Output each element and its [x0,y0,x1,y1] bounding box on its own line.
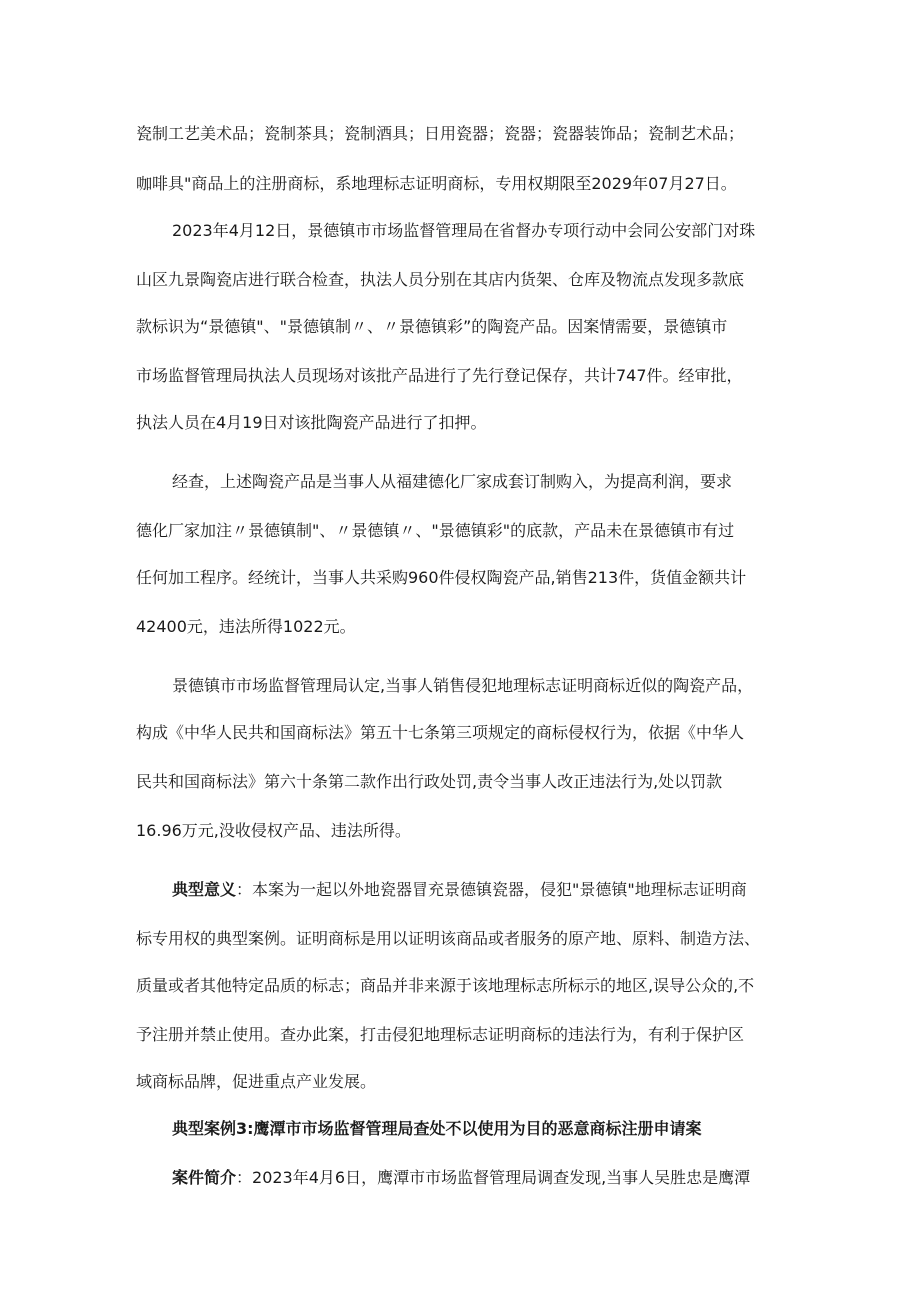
text-line: 标专用权的典型案例。证明商标是用以证明该商品或者服务的原产地、原料、制造方法、 [136,929,761,948]
text-line: 经查，上述陶瓷产品是当事人从福建德化厂家成套订制购入，为提高利润，要求 [172,472,733,491]
case-intro-text: ：2023年4月6日，鹰潭市市场监督管理局调查发现,当事人吴胜忠是鹰潭 [236,1168,751,1187]
significance-line [172,880,747,900]
text-line: 景德镇市市场监督管理局认定,当事人销售侵犯地理标志证明商标近似的陶瓷产品， [172,676,754,695]
text-line: 予注册并禁止使用。查办此案，打击侵犯地理标志证明商标的违法行为，有利于保护区 [136,1025,745,1044]
significance-text: ：本案为一起以外地瓷器冒充景德镇瓷器，侵犯"景德镇"地理标志证明商 [236,880,747,899]
text-line: 民共和国商标法》第六十条第二款作出行政处罚,责令当事人改正违法行为,处以罚款 [136,772,723,791]
text-line: 执法人员在4月19日对该批陶瓷产品进行了扣押。 [136,413,487,432]
text-line: 山区九景陶瓷店进行联合检查，执法人员分别在其店内货架、仓库及物流点发现多款底 [136,270,745,289]
significance-label: 典型意义 [172,880,237,899]
text-line: 2023年4月12日，景德镇市市场监督管理局在省督办专项行动中会同公安部门对珠 [172,221,756,240]
text-line: 德化厂家加注〃景德镇制"、〃景德镇〃、"景德镇彩"的底款，产品未在景德镇市有过 [136,521,735,540]
text-line: 42400元，违法所得1022元。 [136,617,356,636]
text-line: 款标识为“景德镇"、"景德镇制〃、〃景德镇彩”的陶瓷产品。因案情需要，景德镇市 [136,317,728,336]
case-intro-line [172,1168,750,1188]
text-line: 域商标品牌，促进重点产业发展。 [136,1072,377,1091]
text-line: 构成《中华人民共和国商标法》第五十七条第三项规定的商标侵权行为，依据《中华人 [136,723,745,742]
text-line: 质量或者其他特定品质的标志；商品并非来源于该地理标志所标示的地区,误导公众的,不 [136,976,755,995]
case-intro-label: 案件简介 [172,1168,237,1187]
text-line: 16.96万元,没收侵权产品、违法所得。 [136,821,411,840]
text-line: 瓷制工艺美术品；瓷制茶具；瓷制酒具；日用瓷器；瓷器；瓷器装饰品；瓷制艺术品； [136,124,745,143]
text-line: 咖啡具"商品上的注册商标，系地理标志证明商标，专用权期限至2029年07月27日。 [136,174,737,193]
text-line: 市场监督管理局执法人员现场对该批产品进行了先行登记保存，共计747件。经审批， [136,366,743,385]
case-heading: 典型案例3:鹰潭市市场监督管理局查处不以使用为目的恶意商标注册申请案 [172,1119,702,1138]
text-line: 任何加工程序。经统计，当事人共采购960件侵权陶瓷产品,销售213件，货值金额共计 [136,568,747,587]
